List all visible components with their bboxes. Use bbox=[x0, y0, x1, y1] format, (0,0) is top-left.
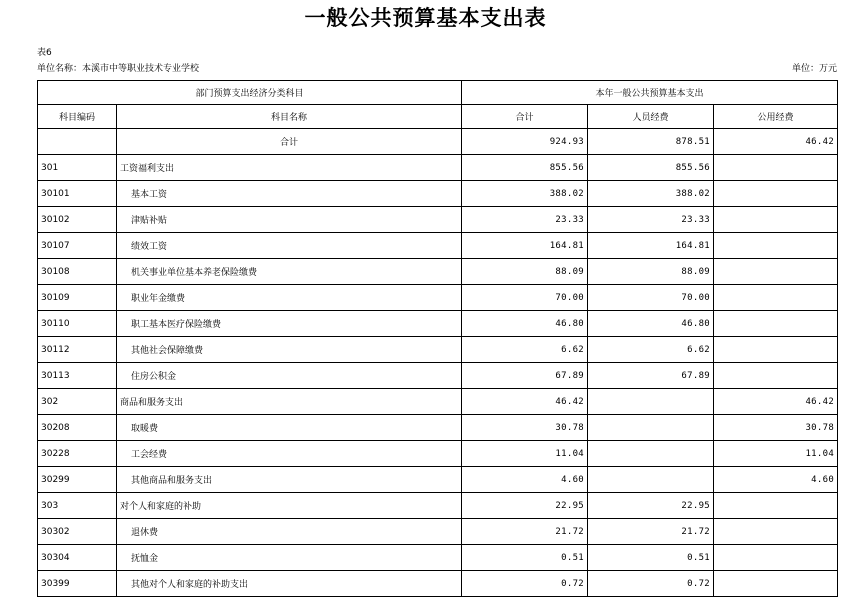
row-code: 30109 bbox=[38, 285, 117, 311]
header-public: 公用经费 bbox=[714, 105, 838, 129]
table-row bbox=[38, 545, 838, 571]
row-total: 4.60 bbox=[462, 467, 588, 493]
row-personnel: 88.09 bbox=[588, 259, 714, 285]
row-public bbox=[714, 545, 838, 571]
page-title: 一般公共预算基本支出表 bbox=[304, 5, 547, 30]
row-total: 6.62 bbox=[462, 337, 588, 363]
unit-label: 单位：万元 bbox=[791, 64, 837, 74]
table-row bbox=[38, 571, 838, 597]
table-row bbox=[38, 467, 838, 493]
table-row bbox=[38, 519, 838, 545]
table-row bbox=[38, 311, 838, 337]
row-code: 30110 bbox=[38, 311, 117, 337]
row-name: 基本工资 bbox=[117, 181, 462, 207]
header-group-row bbox=[38, 81, 838, 105]
row-total: 70.00 bbox=[462, 285, 588, 311]
table-row bbox=[38, 233, 838, 259]
row-code: 30107 bbox=[38, 233, 117, 259]
row-name: 工会经费 bbox=[117, 441, 462, 467]
row-code: 301 bbox=[38, 155, 117, 181]
header-name: 科目名称 bbox=[117, 105, 462, 129]
row-public: 30.78 bbox=[714, 415, 838, 441]
row-name: 合计 bbox=[117, 129, 462, 155]
row-code: 303 bbox=[38, 493, 117, 519]
row-personnel bbox=[588, 415, 714, 441]
row-name: 对个人和家庭的补助 bbox=[117, 493, 462, 519]
row-code: 30304 bbox=[38, 545, 117, 571]
row-total: 30.78 bbox=[462, 415, 588, 441]
row-total: 0.72 bbox=[462, 571, 588, 597]
row-total: 22.95 bbox=[462, 493, 588, 519]
row-public bbox=[714, 181, 838, 207]
row-personnel: 23.33 bbox=[588, 207, 714, 233]
row-personnel bbox=[588, 467, 714, 493]
row-total: 11.04 bbox=[462, 441, 588, 467]
row-total: 88.09 bbox=[462, 259, 588, 285]
row-code: 30399 bbox=[38, 571, 117, 597]
table-row bbox=[38, 285, 838, 311]
row-total: 23.33 bbox=[462, 207, 588, 233]
row-public bbox=[714, 337, 838, 363]
row-name: 其他对个人和家庭的补助支出 bbox=[117, 571, 462, 597]
table-row bbox=[38, 415, 838, 441]
row-total: 21.72 bbox=[462, 519, 588, 545]
row-personnel: 164.81 bbox=[588, 233, 714, 259]
row-name: 津贴补贴 bbox=[117, 207, 462, 233]
row-personnel: 388.02 bbox=[588, 181, 714, 207]
header-classification: 部门预算支出经济分类科目 bbox=[38, 81, 462, 105]
table-row bbox=[38, 363, 838, 389]
table-row bbox=[38, 207, 838, 233]
row-name: 退休费 bbox=[117, 519, 462, 545]
row-personnel: 878.51 bbox=[588, 129, 714, 155]
row-code: 30208 bbox=[38, 415, 117, 441]
row-public bbox=[714, 285, 838, 311]
unit-name: 单位名称：本溪市中等职业技术专业学校 bbox=[37, 64, 200, 74]
header-current-year: 本年一般公共预算基本支出 bbox=[462, 81, 838, 105]
row-personnel: 67.89 bbox=[588, 363, 714, 389]
table-row bbox=[38, 493, 838, 519]
row-name: 取暖费 bbox=[117, 415, 462, 441]
row-name: 职业年金缴费 bbox=[117, 285, 462, 311]
row-code: 30112 bbox=[38, 337, 117, 363]
row-name: 住房公积金 bbox=[117, 363, 462, 389]
row-personnel: 0.51 bbox=[588, 545, 714, 571]
row-personnel: 21.72 bbox=[588, 519, 714, 545]
row-total: 0.51 bbox=[462, 545, 588, 571]
row-personnel: 0.72 bbox=[588, 571, 714, 597]
table-row bbox=[38, 181, 838, 207]
row-total: 924.93 bbox=[462, 129, 588, 155]
total-row bbox=[38, 129, 838, 155]
row-code: 30228 bbox=[38, 441, 117, 467]
row-name: 其他社会保障缴费 bbox=[117, 337, 462, 363]
row-public bbox=[714, 493, 838, 519]
table-number: 表6 bbox=[37, 48, 52, 58]
row-code: 30101 bbox=[38, 181, 117, 207]
header-total: 合计 bbox=[462, 105, 588, 129]
table-row bbox=[38, 155, 838, 181]
row-total: 164.81 bbox=[462, 233, 588, 259]
header-personnel: 人员经费 bbox=[588, 105, 714, 129]
header-column-row bbox=[38, 105, 838, 129]
row-code: 302 bbox=[38, 389, 117, 415]
table-row bbox=[38, 389, 838, 415]
row-total: 46.80 bbox=[462, 311, 588, 337]
row-code: 30102 bbox=[38, 207, 117, 233]
row-public bbox=[714, 233, 838, 259]
row-total: 67.89 bbox=[462, 363, 588, 389]
table-row bbox=[38, 259, 838, 285]
row-name: 绩效工资 bbox=[117, 233, 462, 259]
row-code: 30108 bbox=[38, 259, 117, 285]
row-personnel: 22.95 bbox=[588, 493, 714, 519]
row-personnel bbox=[588, 441, 714, 467]
row-personnel: 855.56 bbox=[588, 155, 714, 181]
table-row bbox=[38, 441, 838, 467]
table-row bbox=[38, 337, 838, 363]
row-code: 30113 bbox=[38, 363, 117, 389]
row-total: 855.56 bbox=[462, 155, 588, 181]
row-public bbox=[714, 311, 838, 337]
row-code bbox=[38, 129, 117, 155]
row-total: 46.42 bbox=[462, 389, 588, 415]
row-personnel: 70.00 bbox=[588, 285, 714, 311]
row-public: 46.42 bbox=[714, 389, 838, 415]
row-total: 388.02 bbox=[462, 181, 588, 207]
row-code: 30302 bbox=[38, 519, 117, 545]
row-name: 抚恤金 bbox=[117, 545, 462, 571]
row-personnel: 6.62 bbox=[588, 337, 714, 363]
row-name: 工资福利支出 bbox=[117, 155, 462, 181]
header-code: 科目编码 bbox=[38, 105, 117, 129]
row-name: 机关事业单位基本养老保险缴费 bbox=[117, 259, 462, 285]
row-public bbox=[714, 207, 838, 233]
row-personnel: 46.80 bbox=[588, 311, 714, 337]
row-personnel bbox=[588, 389, 714, 415]
row-public: 11.04 bbox=[714, 441, 838, 467]
budget-table bbox=[37, 80, 838, 597]
row-public bbox=[714, 259, 838, 285]
row-name: 其他商品和服务支出 bbox=[117, 467, 462, 493]
row-name: 职工基本医疗保险缴费 bbox=[117, 311, 462, 337]
row-public bbox=[714, 571, 838, 597]
row-public bbox=[714, 519, 838, 545]
row-public: 4.60 bbox=[714, 467, 838, 493]
row-public: 46.42 bbox=[714, 129, 838, 155]
row-name: 商品和服务支出 bbox=[117, 389, 462, 415]
row-code: 30299 bbox=[38, 467, 117, 493]
row-public bbox=[714, 155, 838, 181]
row-public bbox=[714, 363, 838, 389]
